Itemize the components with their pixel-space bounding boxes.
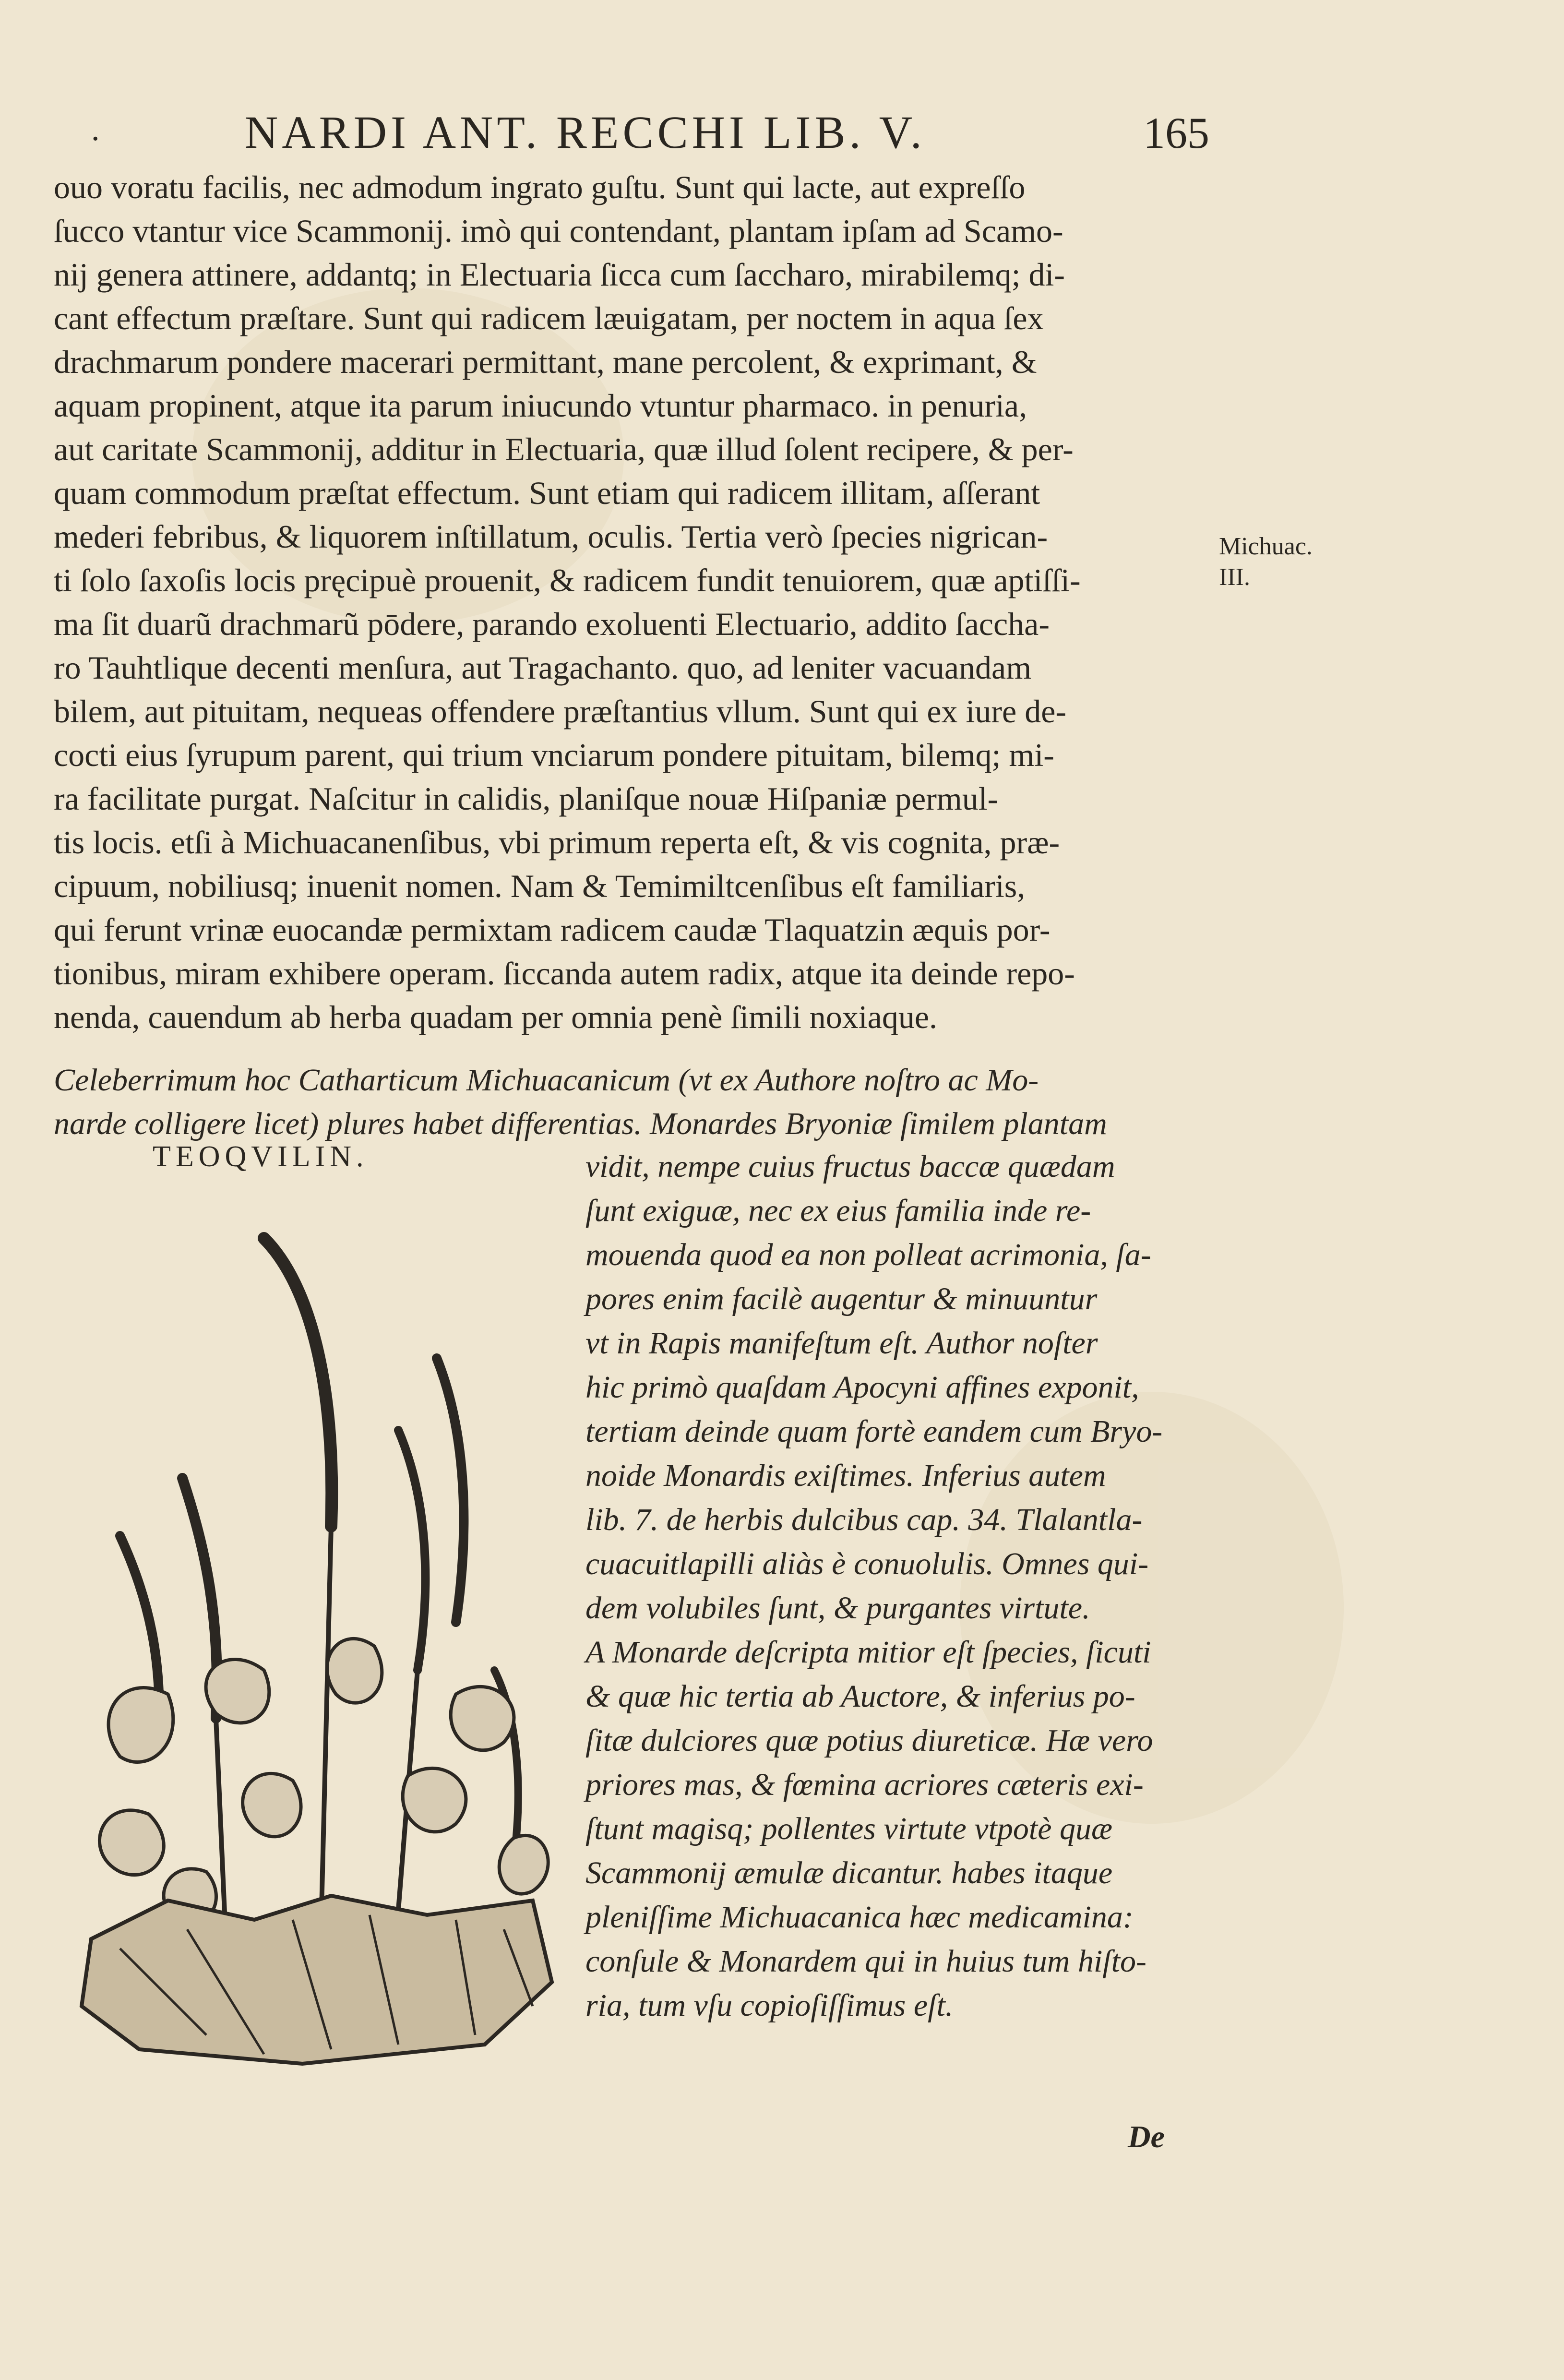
commentary-line: & quæ hic tertia ab Auctore, & inferius po-	[585, 1679, 1135, 1714]
text-line: aut caritate Scammonij, additur in Electuaria, quæ illud ſolent recipere, & per-	[54, 431, 1074, 467]
commentary-line: pores enim facilè augentur & minuuntur	[585, 1281, 1098, 1316]
figure-caption: TEOQVILIN.	[153, 1140, 369, 1173]
text-line: ouo voratu facilis, nec admodum ingrato guſtu. Sunt qui lacte, aut expreſſo	[54, 169, 1026, 205]
text-line: ti ſolo ſaxoſis locis pręcipuè prouenit, & radicem fundit tenuiorem, quæ aptiſſi-	[54, 562, 1081, 598]
commentary-line: A Monarde deſcripta mitior eſt ſpecies, ſicuti	[585, 1635, 1151, 1670]
text-line: nij genera attinere, addantq; in Electuaria ſicca cum ſaccharo, mirabilemq; di-	[54, 256, 1065, 293]
main-text-block	[54, 166, 1210, 1039]
text-line: ma ſit duarũ drachmarũ pōdere, parando exoluenti Electuario, addito ſaccha-	[54, 606, 1050, 642]
catchword: De	[1128, 2119, 1165, 2154]
commentary-line: dem volubiles ſunt, & purgantes virtute.	[585, 1591, 1090, 1626]
text-line: tis locis. etſi à Michuacanenſibus, vbi primum reperta eſt, & vis cognita, præ-	[54, 824, 1060, 861]
plant-woodcut-illustration	[62, 1190, 566, 2083]
text-line: nenda, cauendum ab herba quadam per omnia penè ſimili noxiaque.	[54, 999, 938, 1035]
margin-note-line: Michuac.	[1219, 533, 1313, 560]
text-line: aquam propinent, atque ita parum iniucundo vtuntur pharmaco. in penuria,	[54, 387, 1027, 424]
commentary-line: ria, tum vſu copioſiſſimus eſt.	[585, 1988, 954, 2023]
commentary-column	[585, 1145, 1224, 2028]
text-line: tionibus, miram exhibere operam. ſiccanda autem radix, atque ita deinde repo-	[54, 955, 1075, 992]
commentary-line: Celeberrimum hoc Catharticum Michuacanicum (vt ex Authore noſtro ac Mo-	[54, 1063, 1039, 1098]
text-line: mederi febribus, & liquorem inſtillatum, oculis. Tertia verò ſpecies nigrican-	[54, 518, 1048, 555]
commentary-line: ſunt exiguæ, nec ex eius familia inde re-	[585, 1193, 1091, 1228]
commentary-line: lib. 7. de herbis dulcibus cap. 34. Tlalantla-	[585, 1502, 1143, 1537]
commentary-line: hic primò quaſdam Apocyni affines exponit,	[585, 1370, 1139, 1405]
text-line: qui ferunt vrinæ euocandæ permixtam radicem caudæ Tlaquatzin æquis por-	[54, 911, 1051, 948]
commentary-line: vt in Rapis manifeſtum eſt. Author noſter	[585, 1326, 1098, 1361]
header-dot: .	[91, 111, 100, 148]
commentary-line: tertiam deinde quam fortè eandem cum Bryo-	[585, 1414, 1163, 1449]
commentary-line: Scammonij æmulæ dicantur. habes itaque	[585, 1855, 1113, 1890]
text-line: ro Tauhtlique decenti menſura, aut Tragachanto. quo, ad leniter vacuandam	[54, 649, 1032, 686]
text-line: cipuum, nobiliusq; inuenit nomen. Nam & Temimiltcenſibus eſt familiaris,	[54, 868, 1026, 904]
margin-note-line: III.	[1219, 563, 1250, 591]
margin-note	[1219, 531, 1313, 593]
commentary-intro	[54, 1058, 1210, 1146]
commentary-line: ſitæ dulciores quæ potius diureticæ. Hæ vero	[585, 1723, 1153, 1758]
commentary-line: noide Monardis exiſtimes. Inferius autem	[585, 1458, 1106, 1493]
running-title: NARDI ANT. RECCHI LIB. V.	[245, 107, 926, 158]
running-header	[91, 96, 1209, 163]
commentary-line: narde colligere licet) plures habet differentias. Monardes Bryoniæ ſimilem plantam	[54, 1106, 1107, 1141]
commentary-line: ſtunt magisq; pollentes virtute vtpotè quæ	[585, 1811, 1113, 1846]
text-line: ra facilitate purgat. Naſcitur in calidis, planiſque nouæ Hiſpaniæ permul-	[54, 780, 999, 817]
commentary-line: mouenda quod ea non polleat acrimonia, ſa-	[585, 1237, 1151, 1272]
commentary-line: priores mas, & fœmina acriores cæteris exi-	[585, 1767, 1144, 1802]
commentary-line: pleniſſime Michuacanica hæc medicamina:	[585, 1900, 1134, 1935]
page-number: 165	[1143, 108, 1209, 157]
commentary-line: conſule & Monardem qui in huius tum hiſto-	[585, 1944, 1146, 1979]
text-line: quam commodum præſtat effectum. Sunt etiam qui radicem illitam, aſſerant	[54, 475, 1040, 511]
text-line: bilem, aut pituitam, nequeas offendere præſtantius vllum. Sunt qui ex iure de-	[54, 693, 1067, 730]
text-line: drachmarum pondere macerari permittant, mane percolent, & exprimant, &	[54, 344, 1037, 380]
text-line: cocti eius ſyrupum parent, qui trium vnciarum pondere pituitam, bilemq; mi-	[54, 737, 1054, 773]
commentary-line: cuacuitlapilli aliàs è conuolulis. Omnes qui-	[585, 1546, 1149, 1581]
commentary-line: vidit, nempe cuius fructus baccæ quædam	[585, 1149, 1115, 1184]
text-line: ſucco vtantur vice Scammonij. imò qui contendant, plantam ipſam ad Scamo-	[54, 213, 1063, 249]
text-line: cant effectum præſtare. Sunt qui radicem læuigatam, per noctem in aqua ſex	[54, 300, 1044, 336]
